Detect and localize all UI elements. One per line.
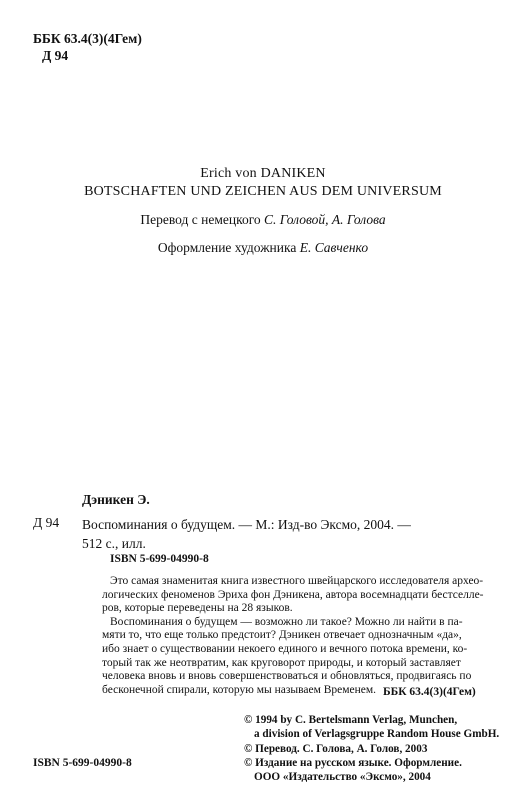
designer: Е. Савченко (299, 240, 369, 255)
annotation-line: человека вновь и вновь совершенствоваться и обновляться, продвигаясь по (102, 670, 472, 683)
original-title: BOTSCHAFTEN UND ZEICHEN AUS DEM UNIVERSUM (84, 184, 442, 199)
annotation-line: ибо знает о существовании некоего единого и вечного потока времени, ко- (102, 642, 468, 655)
catalog-isbn: ISBN 5-699-04990-8 (110, 553, 209, 565)
translation-credit (0, 212, 526, 228)
copyright-line: © Перевод. С. Голова, А. Голов, 2003 (244, 742, 428, 755)
design-prefix: Оформление художника (157, 240, 297, 255)
catalog-author-mark: Д 94 (33, 515, 60, 530)
translators: С. Головой, А. Голова (264, 212, 386, 227)
annotation-line: ров, которые переведены на 28 языков. (102, 602, 293, 615)
annotation-line: торый так же неотвратим, как круговорот природы, и который заставляет (102, 656, 461, 669)
copyright-block (244, 713, 499, 784)
catalog-description (82, 515, 411, 553)
annotation-line: Это самая знаменитая книга известного швейцарского исследователя архео- (110, 575, 484, 587)
annotation (102, 575, 494, 697)
copyright-line: © 1994 by C. Bertelsmann Verlag, Munchen, (244, 714, 458, 726)
catalog-author-heading: Дэникен Э. (82, 492, 150, 507)
bbk-classification-bottom: ББК 63.4(3)(4Гем) (383, 686, 476, 698)
catalog-description-line: Воспоминания о будущем. — М.: Изд-во Эксмо, 2004. — (82, 517, 411, 532)
author-mark: Д 94 (42, 48, 69, 63)
annotation-line: мяти то, что еще только предстоит? Дэникен отвечает однозначным «да», (102, 629, 462, 642)
copyright-line: a division of Verlagsgruppe Random House GmbH. (254, 728, 500, 741)
catalog-description-line: 512 с., илл. (82, 536, 146, 551)
bbk-code: ББК 63.4(3)(4Гем) (33, 31, 142, 46)
annotation-line: логических феноменов Эриха фон Дэникена, автора восемнадцати бестселле- (102, 588, 484, 601)
copyright-line: ООО «Издательство «Эксмо», 2004 (254, 771, 431, 784)
annotation-line: Воспоминания о будущем — возможно ли такое? Можно ли найти в па- (110, 615, 463, 628)
design-credit (0, 240, 526, 256)
annotation-line: бесконечной спирали, которую мы называем Временем. (102, 683, 377, 696)
copyright-line: © Издание на русском языке. Оформление. (244, 756, 462, 769)
footer-isbn: ISBN 5-699-04990-8 (33, 757, 132, 769)
bbk-classification-top (33, 30, 142, 64)
translation-prefix: Перевод с немецкого (140, 212, 261, 227)
original-author: Erich von DANIKEN (200, 166, 326, 181)
